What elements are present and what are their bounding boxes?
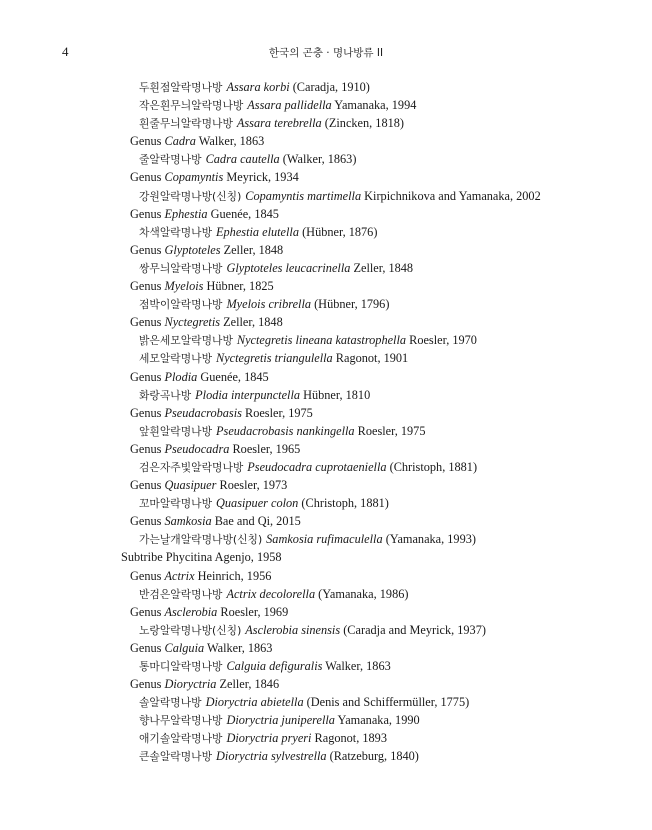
scientific-name: Plodia [164,369,198,384]
scientific-name: Actrix [164,568,195,583]
authority: (Caradja and Meyrick, 1937) [340,622,486,637]
korean-name: 세모알락명나방 [139,352,213,366]
authority: Guenée, 1845 [197,369,269,384]
authority: (Yamanaka, 1993) [382,532,476,547]
scientific-name: Dioryctria pryeri [226,731,312,746]
authority: Yamanaka, 1994 [331,98,417,113]
korean-name: 화랑곡나방 [139,388,192,402]
genus-entry [0,368,652,386]
authority: (Christoph, 1881) [298,496,389,511]
taxon-list [0,78,652,766]
authority: Walker, 1863 [204,640,273,655]
rank-label: Genus [130,134,165,149]
species-entry [0,729,652,747]
scientific-name: Nyctegretis lineana katastrophella [236,333,407,348]
scientific-name: Nyctegretis [164,315,221,330]
korean-name: 반검은알락명나방 [139,587,223,601]
authority: Roesler, 1975 [354,423,426,438]
genus-entry [0,132,652,150]
authority: Roesler, 1969 [217,604,289,619]
species-entry [0,150,652,168]
authority: Roesler, 1965 [229,441,301,456]
authority: (Ratzeburg, 1840) [326,749,419,764]
genus-entry [0,168,652,186]
authority: (Yamanaka, 1986) [315,586,409,601]
species-entry [0,711,652,729]
genus-entry [0,241,652,259]
korean-name: 큰솔알락명나방 [139,750,213,764]
authority: Bae and Qi, 2015 [211,514,301,529]
korean-name: 강원알락명나방(신칭) [139,189,242,203]
authority: Roesler, 1975 [241,405,313,420]
authority: Roesler, 1970 [406,333,477,348]
species-entry [0,621,652,639]
species-entry [0,96,652,114]
authority: Roesler, 1973 [216,478,288,493]
rank-label: Subtribe Phycitina Agenjo, 1958 [121,550,282,565]
authority: Zeller, 1848 [220,242,284,257]
species-entry [0,458,652,476]
scientific-name: Pseudacrobasis nankingella [216,423,355,438]
scientific-name: Pseudacrobasis [164,405,242,420]
authority: Walker, 1863 [322,659,391,673]
scientific-name: Nyctegretis triangulella [216,351,333,366]
scientific-name: Asclerobia [164,604,218,619]
rank-label: Genus [130,441,165,456]
rank-label: Genus [130,677,165,692]
authority: (Walker, 1863) [279,152,357,167]
scientific-name: Calguia defiguralis [226,659,323,673]
scientific-name: Plodia interpunctella [195,387,301,402]
korean-name: 작은흰무늬알락명나방 [139,99,244,113]
genus-entry [0,313,652,331]
genus-entry [0,639,652,657]
species-entry [0,585,652,603]
genus-entry [0,277,652,295]
korean-name: 애기솔알락명나방 [139,732,223,746]
scientific-name: Quasipuer [164,478,217,493]
scientific-name: Myelois cribrella [226,297,312,312]
species-entry [0,657,652,675]
species-entry [0,259,652,277]
genus-entry [0,205,652,223]
rank-label: Genus [130,315,165,330]
species-entry [0,78,652,96]
authority: Ragonot, 1901 [332,351,409,366]
korean-name: 흰줄무늬알락명나방 [139,117,233,131]
authority: Guenée, 1845 [207,206,279,221]
scientific-name: Pseudocadra cuprotaeniella [247,459,387,474]
korean-name: 두흰점알락명나방 [139,81,223,94]
scientific-name: Assara pallidella [247,98,332,113]
rank-label: Genus [130,242,165,257]
rank-label: Genus [130,568,165,583]
scientific-name: Glyptoteles [164,242,221,257]
rank-label: Genus [130,405,165,420]
scientific-name: Samkosia [164,514,212,529]
species-entry [0,349,652,367]
scientific-name: Asclerobia sinensis [245,622,341,637]
authority: (Hübner, 1876) [299,224,378,239]
authority: Hübner, 1825 [203,279,274,294]
scientific-name: Assara terebrella [236,116,322,131]
species-entry [0,747,652,765]
rank-label: Genus [130,640,165,655]
scientific-name: Pseudocadra [164,441,230,456]
genus-entry [0,404,652,422]
korean-name: 줄알락명나방 [139,153,202,167]
scientific-name: Calguia [164,640,205,655]
authority: (Christoph, 1881) [386,459,478,474]
genus-entry [0,512,652,530]
species-entry [0,386,652,404]
korean-name: 검은자주빛알락명나방 [139,460,244,474]
species-entry [0,530,652,548]
scientific-name: Assara korbi [226,80,290,94]
korean-name: 점박이알락명나방 [139,298,223,312]
korean-name: 앞흰알락명나방 [139,424,213,438]
genus-entry [0,675,652,693]
authority: Heinrich, 1956 [194,568,272,583]
authority: Zeller, 1848 [220,315,283,330]
genus-entry [0,567,652,585]
species-entry [0,187,652,205]
species-entry [0,422,652,440]
scientific-name: Copamyntis martimella [245,188,362,203]
scientific-name: Copamyntis [164,170,224,185]
authority: (Caradja, 1910) [289,80,370,94]
scientific-name: Cadra [164,134,196,149]
authority: (Hübner, 1796) [311,297,390,312]
scientific-name: Ephestia [164,206,208,221]
scientific-name: Dioryctria [164,677,217,692]
korean-name: 솔알락명나방 [139,696,202,710]
rank-label: Genus [130,604,165,619]
genus-entry [0,603,652,621]
species-entry [0,114,652,132]
scientific-name: Cadra cautella [205,152,280,167]
korean-name: 가는날개알락명나방(신칭) [139,533,263,547]
authority: Zeller, 1848 [350,260,414,275]
rank-label: Genus [130,369,165,384]
species-entry [0,295,652,313]
page-header [0,44,652,60]
korean-name: 꼬마알락명나방 [139,497,213,511]
korean-name: 통마디알락명나방 [139,660,223,673]
scientific-name: Dioryctria sylvestrella [216,749,327,764]
authority: (Denis and Schiffermüller, 1775) [303,695,470,710]
korean-name: 노랑알락명나방(신칭) [139,623,242,637]
rank-label: Genus [130,206,165,221]
korean-name: 향나무알락명나방 [139,714,223,728]
rank-label: Genus [130,478,165,493]
authority: Zeller, 1846 [216,677,280,692]
rank-label: Genus [130,170,165,185]
species-entry [0,693,652,711]
genus-entry [0,476,652,494]
authority: Yamanaka, 1990 [334,713,420,728]
species-entry [0,223,652,241]
authority: (Zincken, 1818) [321,116,404,131]
scientific-name: Glyptoteles leucacrinella [226,260,351,275]
running-title: 한국의 곤충 · 명나방류 II [268,47,384,59]
page-number: 4 [62,44,69,59]
rank-label: Genus [130,514,165,529]
rank-label: Genus [130,279,165,294]
species-entry [0,494,652,512]
scientific-name: Myelois [164,279,204,294]
scientific-name: Actrix decolorella [226,586,316,601]
authority: Hübner, 1810 [300,387,371,402]
scientific-name: Ephestia elutella [216,224,300,239]
korean-name: 밝은세모알락명나방 [139,334,233,348]
scientific-name: Samkosia rufimaculella [266,532,383,547]
authority: Kirpichnikova and Yamanaka, 2002 [361,188,541,203]
authority: Ragonot, 1893 [311,731,387,746]
authority: Walker, 1863 [195,134,265,149]
authority: Meyrick, 1934 [223,170,299,185]
scientific-name: Dioryctria juniperella [226,713,335,728]
genus-entry [0,440,652,458]
species-entry [0,331,652,349]
scientific-name: Dioryctria abietella [205,695,304,710]
korean-name: 차색알락명나방 [139,225,213,239]
subtribe-entry [0,548,652,566]
korean-name: 쌍무늬알락명나방 [139,261,223,275]
scientific-name: Quasipuer colon [216,496,299,511]
